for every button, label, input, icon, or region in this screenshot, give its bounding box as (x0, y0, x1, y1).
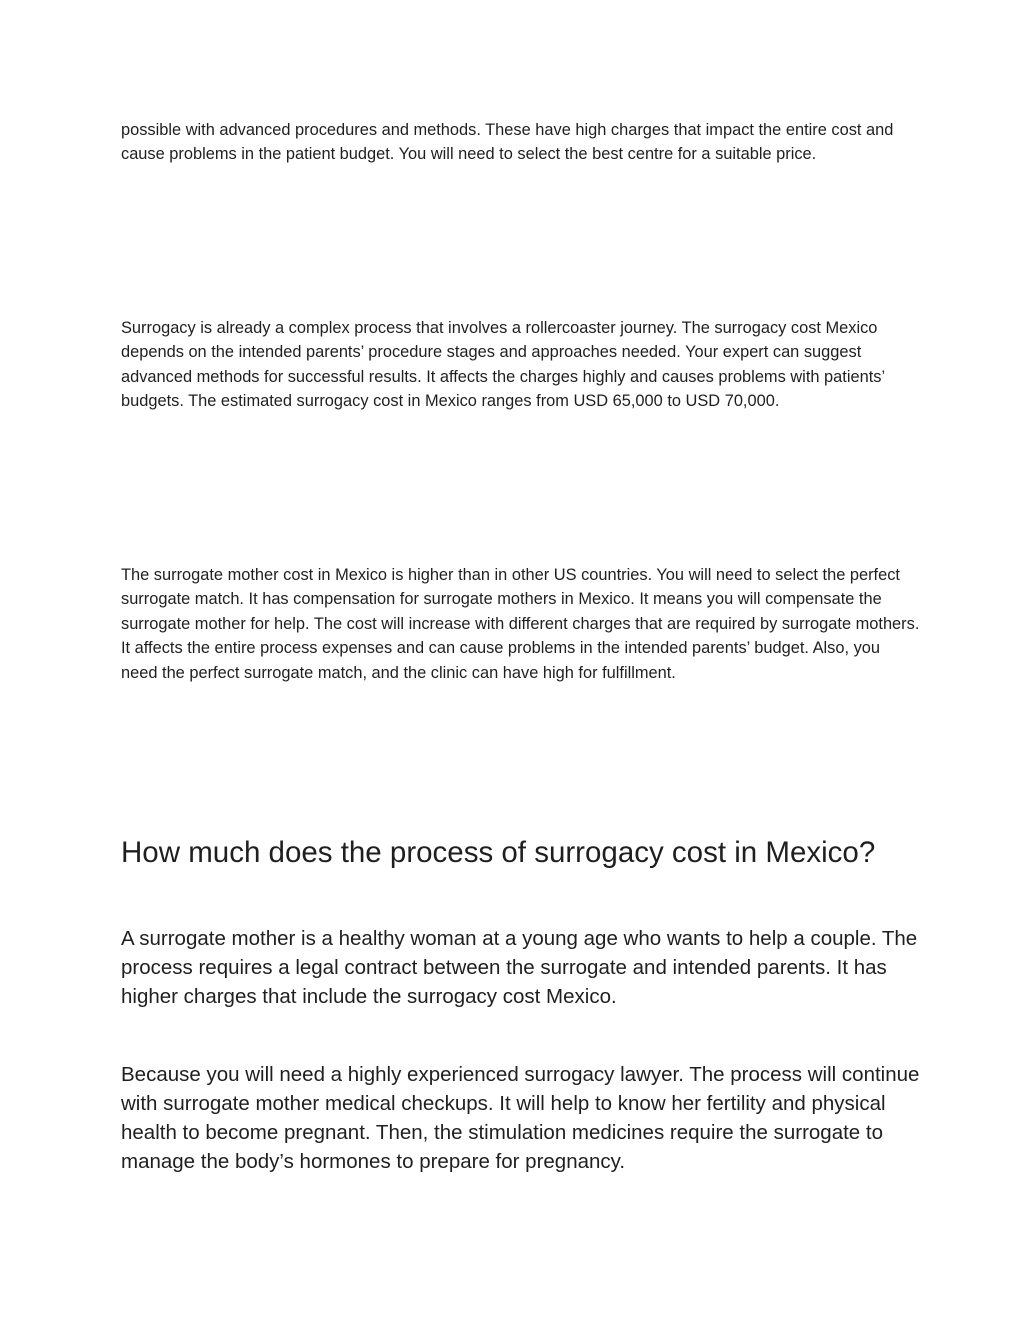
paragraph-surrogate-definition: A surrogate mother is a healthy woman at a young age who wants to help a couple. The process requires a legal contract between the surrogate and intended parents. It has higher charges that include the surrogacy cost Mexico. (121, 927, 918, 1008)
paragraph-process-steps: Because you will need a highly experienced surrogacy lawyer. The process will continue with surrogate mother medical checkups. It will help to know her fertility and physical health to become pregnant. Then, the stimulation medicines require the surrogate to manage the body’s hormones to prepare for pregnancy. (121, 1063, 920, 1173)
paragraph-budget-intro: possible with advanced procedures and methods. These have high charges that impact the entire cost and cause problems in the patient budget. You will need to select the best centre for a suitable price. (121, 121, 894, 164)
paragraph-surrogate-mother-cost: The surrogate mother cost in Mexico is higher than in other US countries. You will need to select the perfect surrogate match. It has compensation for surrogate mothers in Mexico. It means you will compensate the surrogate mother for help. The cost will increase with different charges that are required by surrogate mothers. It affects the entire process expenses and can cause problems in the intended parents’ budget. Also, you need the perfect surrogate match, and the clinic can have high for fulfillment. (121, 566, 920, 682)
paragraph-surrogacy-cost-range: Surrogacy is already a complex process that involves a rollercoaster journey. The surrogacy cost Mexico depends on the intended parents’ procedure stages and approaches needed. Your expert can suggest advanced methods for successful results. It affects the charges highly and causes problems with patients’ budgets. The estimated surrogacy cost in Mexico ranges from USD 65,000 to USD 70,000. (121, 319, 885, 411)
section-heading: How much does the process of surrogacy cost in Mexico? (121, 836, 876, 869)
